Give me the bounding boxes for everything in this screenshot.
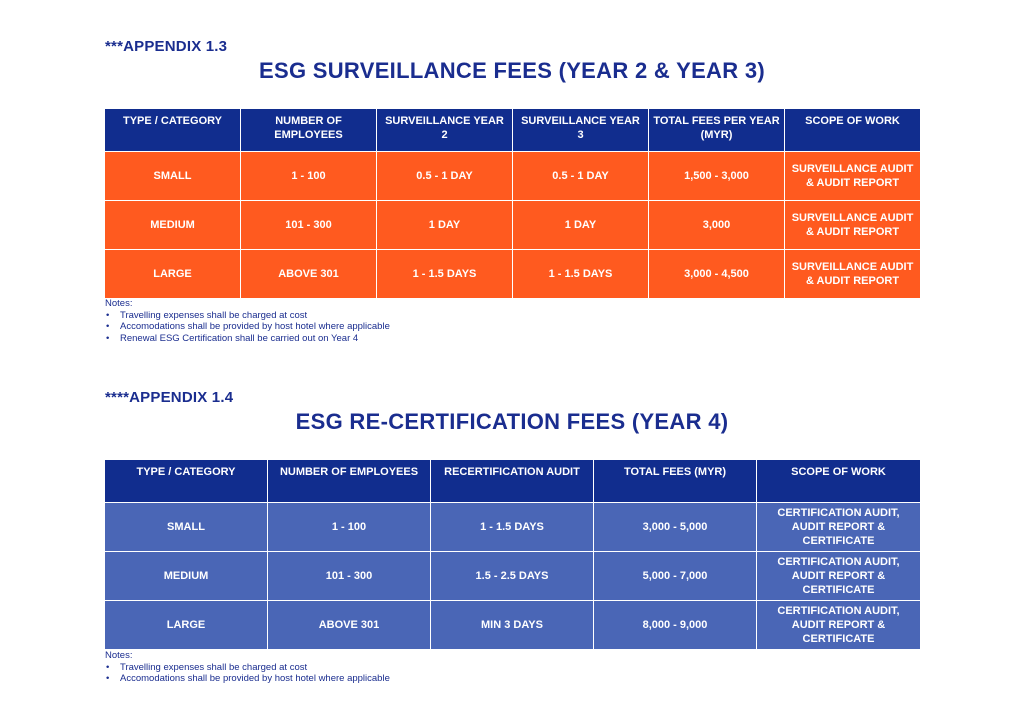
table-cell: CERTIFICATION AUDIT, AUDIT REPORT & CERTIFICATE [757, 552, 921, 601]
table-cell: SURVEILLANCE AUDIT & AUDIT REPORT [785, 201, 921, 250]
notes-label: Notes: [105, 298, 133, 309]
recertification-notes [105, 650, 390, 685]
note-item: • Accomodations shall be provided by host hotel where applicable [105, 321, 390, 333]
column-header: SURVEILLANCE YEAR 2 [377, 109, 513, 152]
appendix-1-4-label: ****APPENDIX 1.4 [105, 389, 234, 406]
column-header: SCOPE OF WORK [757, 460, 921, 503]
column-header: SCOPE OF WORK [785, 109, 921, 152]
table-row [105, 250, 921, 299]
table-cell: 1 - 1.5 DAYS [513, 250, 649, 299]
table-cell: 1 - 1.5 DAYS [377, 250, 513, 299]
table-cell: 0.5 - 1 DAY [513, 152, 649, 201]
table-cell: 1 - 100 [268, 503, 431, 552]
table-cell: CERTIFICATION AUDIT, AUDIT REPORT & CERTIFICATE [757, 601, 921, 650]
column-header: TYPE / CATEGORY [105, 109, 241, 152]
column-header: NUMBER OF EMPLOYEES [268, 460, 431, 503]
table-cell: ABOVE 301 [241, 250, 377, 299]
recertification-fees-title: ESG RE-CERTIFICATION FEES (YEAR 4) [295, 409, 729, 434]
table-cell: 101 - 300 [268, 552, 431, 601]
table-cell: 3,000 - 4,500 [649, 250, 785, 299]
table-cell: 0.5 - 1 DAY [377, 152, 513, 201]
table-cell: 1.5 - 2.5 DAYS [431, 552, 594, 601]
table-row [105, 201, 921, 250]
table-row [105, 503, 921, 552]
table-cell: 1 - 1.5 DAYS [431, 503, 594, 552]
table-cell: MIN 3 DAYS [431, 601, 594, 650]
table-cell: LARGE [105, 601, 268, 650]
table-row [105, 152, 921, 201]
table-cell: 3,000 - 5,000 [594, 503, 757, 552]
column-header: RECERTIFICATION AUDIT [431, 460, 594, 503]
table-cell: SURVEILLANCE AUDIT & AUDIT REPORT [785, 152, 921, 201]
note-item: • Travelling expenses shall be charged at cost [105, 662, 390, 674]
note-item: • Travelling expenses shall be charged at cost [105, 310, 390, 322]
surveillance-fees-table [104, 108, 921, 299]
recertification-fees-table [104, 459, 921, 650]
table-row [105, 601, 921, 650]
table-cell: SMALL [105, 503, 268, 552]
table-cell: SMALL [105, 152, 241, 201]
column-header: SURVEILLANCE YEAR 3 [513, 109, 649, 152]
column-header: TYPE / CATEGORY [105, 460, 268, 503]
table-cell: ABOVE 301 [268, 601, 431, 650]
table-cell: 3,000 [649, 201, 785, 250]
column-header: NUMBER OF EMPLOYEES [241, 109, 377, 152]
table-header-row [105, 109, 921, 152]
note-item: • Renewal ESG Certification shall be carried out on Year 4 [105, 333, 390, 345]
table-cell: 1 - 100 [241, 152, 377, 201]
table-cell: LARGE [105, 250, 241, 299]
surveillance-fees-title: ESG SURVEILLANCE FEES (YEAR 2 & YEAR 3) [259, 58, 765, 83]
table-cell: 5,000 - 7,000 [594, 552, 757, 601]
table-cell: CERTIFICATION AUDIT, AUDIT REPORT & CERTIFICATE [757, 503, 921, 552]
table-cell: 1 DAY [377, 201, 513, 250]
table-header-row [105, 460, 921, 503]
column-header: TOTAL FEES PER YEAR (MYR) [649, 109, 785, 152]
table-cell: 8,000 - 9,000 [594, 601, 757, 650]
table-cell: MEDIUM [105, 552, 268, 601]
notes-label: Notes: [105, 650, 133, 661]
column-header: TOTAL FEES (MYR) [594, 460, 757, 503]
table-cell: 1 DAY [513, 201, 649, 250]
table-cell: 1,500 - 3,000 [649, 152, 785, 201]
surveillance-notes [105, 298, 390, 344]
note-item: • Accomodations shall be provided by host hotel where applicable [105, 673, 390, 685]
table-row [105, 552, 921, 601]
table-cell: SURVEILLANCE AUDIT & AUDIT REPORT [785, 250, 921, 299]
table-cell: 101 - 300 [241, 201, 377, 250]
appendix-1-3-label: ***APPENDIX 1.3 [105, 38, 228, 55]
table-cell: MEDIUM [105, 201, 241, 250]
